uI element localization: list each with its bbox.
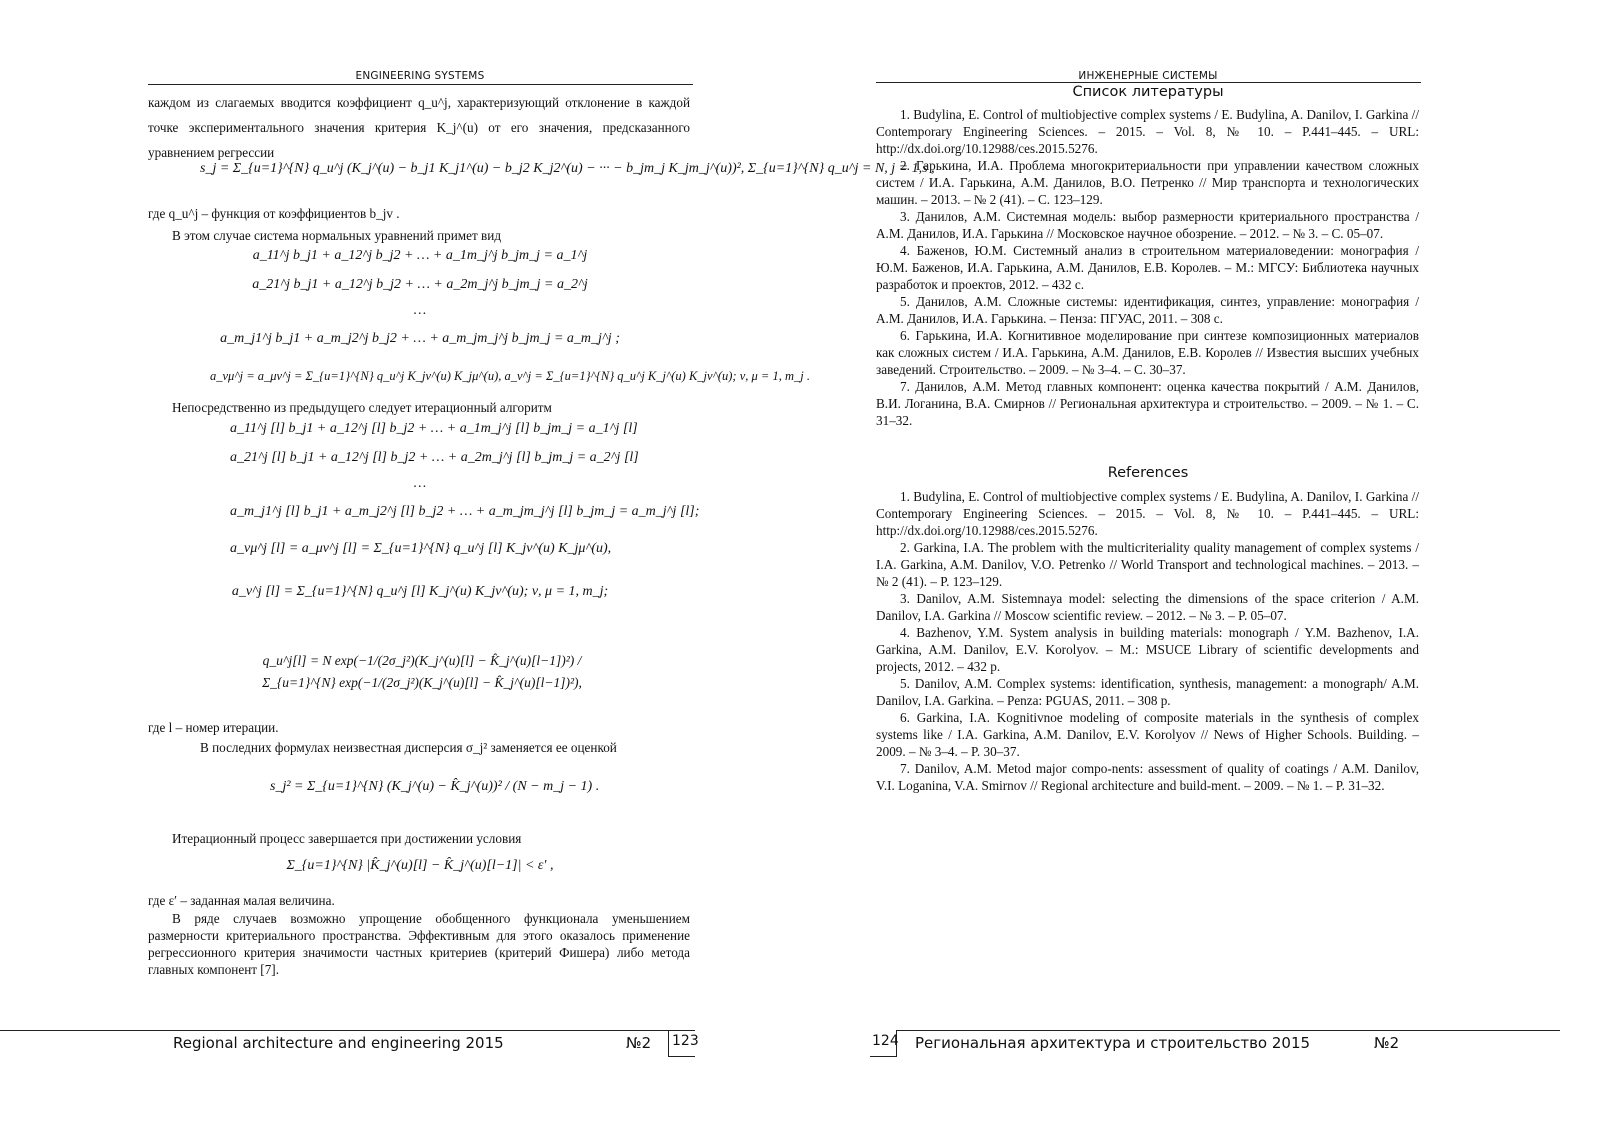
- footer-rule: [896, 1030, 1560, 1031]
- paragraph-epsilon: где ε′ – заданная малая величина.: [148, 893, 335, 908]
- paragraph-q-definition: где q_u^j – функция от коэффициентов b_jv .: [148, 206, 400, 221]
- reference-ru-item: 4. Баженов, Ю.М. Системный анализ в строительном материаловедении: монография / Ю.М. Баженов, И.А. Гарькина, А.М. Данилов, Е.В. Королев. – М.: МГСУ: Библиотека научных разработок и проектов, 2012. – 432 с.: [876, 243, 1419, 292]
- reference-en-item: 3. Danilov, A.M. Sistemnaya model: selecting the dimensions of the space criterion / A.M. Danilov, I.A. Garkina // Moscow scientific review. – 2012. – № 3. – P. 05–07.: [876, 591, 1419, 623]
- page-number: 124: [872, 1033, 899, 1049]
- eq-system-ellipsis: …: [413, 303, 427, 318]
- footer-rule: [0, 1030, 695, 1031]
- eq-system-row-1: a_11^j b_j1 + a_12^j b_j2 + … + a_1m_j^j b_jm_j = a_1^j: [252, 248, 588, 263]
- reference-en-item: 6. Garkina, I.A. Kognitivnoe modeling of composite materials in the synthesis of complex systems like / I.A. Garkina, A.M. Danilov, E.V. Korolyov // News of Higher Schools. Building. – 2009. – № 3–4. – P. 30–37.: [876, 710, 1419, 759]
- eq-iter-row-1: a_11^j [l] b_j1 + a_12^j [l] b_j2 + … + a_1m_j^j [l] b_jm_j = a_1^j [l]: [230, 421, 638, 436]
- eq-iter-row-2: a_21^j [l] b_j1 + a_12^j [l] b_j2 + … + a_2m_j^j [l] b_jm_j = a_2^j [l]: [230, 450, 639, 465]
- reference-en-item: 2. Garkina, I.A. The problem with the multicriteriality quality management of complex systems / I.A. Garkina, A.M. Danilov, V.O. Petrenko // World Transport and technological machines. – 2013. – № 2 (41). – P. 123–129.: [876, 540, 1419, 589]
- reference-ru-item: 1. Budylina, E. Control of multiobjective complex systems / E. Budylina, A. Danilov, I. Garkina // Contemporary Engineering Sciences. – 2015. – Vol. 8, № 10. – P.441–445. – URL: http://dx.doi.org/10.12988/ces.2015.5276.: [876, 107, 1419, 156]
- eq-q-weight-fraction: q_u^j[l] = N exp(−1/(2σ_j²)(K_j^(u)[l] − K̂_j^(u)[l−1])²) / Σ_{u=1}^{N} exp(−1/(2σ_j²)(K_j^(u)[l] − K̂_j^(u)[l−1])²),: [262, 653, 582, 690]
- eq-iter-coef-mu-nu: a_νμ^j [l] = a_μν^j [l] = Σ_{u=1}^{N} q_u^j [l] K_jν^(u) K_jμ^(u),: [230, 541, 612, 556]
- footer-journal-title: Региональная архитектура и строительство 2015: [915, 1034, 1311, 1052]
- eq-iter-coef-nu: a_ν^j [l] = Σ_{u=1}^{N} q_u^j [l] K_j^(u) K_jν^(u); ν, μ = 1, m_j;: [231, 584, 609, 599]
- footer-issue: №2: [626, 1034, 652, 1052]
- paragraph-variance-estimate: В последних формулах неизвестная дисперсия σ_j² заменяется ее оценкой: [200, 740, 617, 755]
- running-head: ENGINEERING SYSTEMS: [355, 70, 485, 82]
- eq-system-row-m: a_m_j1^j b_j1 + a_m_j2^j b_j2 + … + a_m_jm_j^j b_jm_j = a_m_j^j ;: [220, 331, 620, 346]
- footer-journal-title: Regional architecture and engineering 2015: [173, 1034, 504, 1052]
- eq-system-coefficients: a_νμ^j = a_μν^j = Σ_{u=1}^{N} q_u^j K_jν^(u) K_jμ^(u), a_ν^j = Σ_{u=1}^{N} q_u^j K_j^(u) K_jν^(u); ν, μ = 1, m_j .: [210, 369, 810, 383]
- reference-ru-item: 3. Данилов, А.М. Системная модель: выбор размерности критериального пространства / А.М. Данилов, И.А. Гарькина // Московское научное обозрение. – 2012. – № 3. – С. 05–07.: [876, 209, 1419, 241]
- page-number: 123: [672, 1033, 699, 1049]
- references-ru-title: Список литературы: [1072, 84, 1224, 100]
- paragraph-iterative-algorithm: Непосредственно из предыдущего следует итерационный алгоритм: [172, 400, 552, 415]
- references-en-title: References: [1107, 465, 1189, 481]
- reference-ru-item: 7. Данилов, А.М. Метод главных компонент: оценка качества покрытий / А.М. Данилов, В.И. Логанина, В.А. Смирнов // Региональная архитектура и строительство. – 2009. – № 1. – С. 31–32.: [876, 379, 1419, 428]
- footer-issue: №2: [1374, 1034, 1400, 1052]
- eq-stop-condition: Σ_{u=1}^{N} |K̂_j^(u)[l] − K̂_j^(u)[l−1]| < ε′ ,: [286, 858, 554, 873]
- references-en-list: [876, 488, 1419, 794]
- page-number-box: [870, 1030, 897, 1057]
- eq-system-row-2: a_21^j b_j1 + a_12^j b_j2 + … + a_2m_j^j b_jm_j = a_2^j: [252, 277, 588, 292]
- paragraph-normal-system: В этом случае система нормальных уравнений примет вид: [172, 228, 502, 243]
- reference-en-item: 1. Budylina, E. Control of multiobjective complex systems / E. Budylina, A. Danilov, I. Garkina // Contemporary Engineering Sciences. – 2015. – Vol. 8, № 10. – P.441–445. – URL: http://dx.doi.org/10.12988/ces.2015.5276.: [876, 489, 1419, 538]
- reference-ru-item: 5. Данилов, А.М. Сложные системы: идентификация, синтез, управление: монография / А.М. Данилов, И.А. Гарькина. – Пенза: ПГУАС, 2011. – 308 с.: [876, 294, 1419, 326]
- header-rule: [148, 84, 693, 85]
- paragraph-stop-condition: Итерационный процесс завершается при достижении условия: [172, 831, 522, 846]
- reference-en-item: 7. Danilov, A.M. Metod major compo-nents: assessment of quality of coatings / A.M. Danilov, V.I. Loganina, V.A. Smirnov // Regional architecture and build-ment. – 2009. – № 1. – P. 31–32.: [876, 761, 1419, 793]
- paragraph-intro: каждом из слагаемых вводится коэффициент q_u^j, характеризующий отклонение в каждой точке экспериментального значения критерия K_j^(u) от его значения, предсказанного уравнением регрессии: [148, 95, 690, 160]
- formula-regression-sum: s_j = Σ_{u=1}^{N} q_u^j (K_j^(u) − b_j1 K_j1^(u) − b_j2 K_j2^(u) − ··· − b_jm_j K_jm_j^(u))², Σ_{u=1}^{N} q_u^j = N, j = 1,s ,: [200, 161, 935, 176]
- eq-variance-estimate: s_j² = Σ_{u=1}^{N} (K_j^(u) − K̂_j^(u))² / (N − m_j − 1) .: [270, 779, 600, 794]
- reference-en-item: 4. Bazhenov, Y.M. System analysis in building materials: monograph / Y.M. Bazhenov, I.A. Garkina, A.M. Danilov, E.V. Korolyov. – M.: MSUCE Library of scientific developments and projects, 2012. – 432 p.: [876, 625, 1419, 674]
- header-rule: [876, 82, 1421, 83]
- paragraph-simplification: В ряде случаев возможно упрощение обобщенного функционала уменьшением размерности критериального пространства. Эффективным для этого оказалось применение регрессионного критерия значимости частных критериев (критерий Фишера) либо метода главных компонент [7].: [148, 911, 690, 977]
- reference-ru-item: 6. Гарькина, И.А. Когнитивное моделирование при синтезе композиционных материалов как сложных систем / И.А. Гарькина, А.М. Данилов, Е.В. Королев // Известия высших учебных заведений. Строительство. – 2009. – № 3–4. – С. 30–37.: [876, 328, 1419, 377]
- reference-en-item: 5. Danilov, A.M. Complex systems: identification, synthesis, management: a monograph/ A.M. Danilov, I.A. Garkina. – Penza: PGUAS, 2011. – 308 p.: [876, 676, 1419, 708]
- page-number-box: [668, 1030, 699, 1057]
- eq-iter-row-m: a_m_j1^j [l] b_j1 + a_m_j2^j [l] b_j2 + … + a_m_jm_j^j [l] b_jm_j = a_m_j^j [l];: [230, 504, 700, 519]
- references-ru-list: [876, 106, 1419, 429]
- reference-ru-item: 2. Гарькина, И.А. Проблема многокритериальности при управлении качеством сложных систем / И.А. Гарькина, А.М. Данилов, В.О. Петренко // Мир транспорта и технологических машин. – 2013. – № 2 (41). – С. 123–129.: [876, 158, 1419, 207]
- eq-iter-ellipsis: …: [413, 476, 427, 491]
- running-head: ИНЖЕНЕРНЫЕ СИСТЕМЫ: [1078, 70, 1218, 82]
- right-page: [800, 0, 1600, 1132]
- paragraph-l-definition: где l – номер итерации.: [148, 720, 279, 735]
